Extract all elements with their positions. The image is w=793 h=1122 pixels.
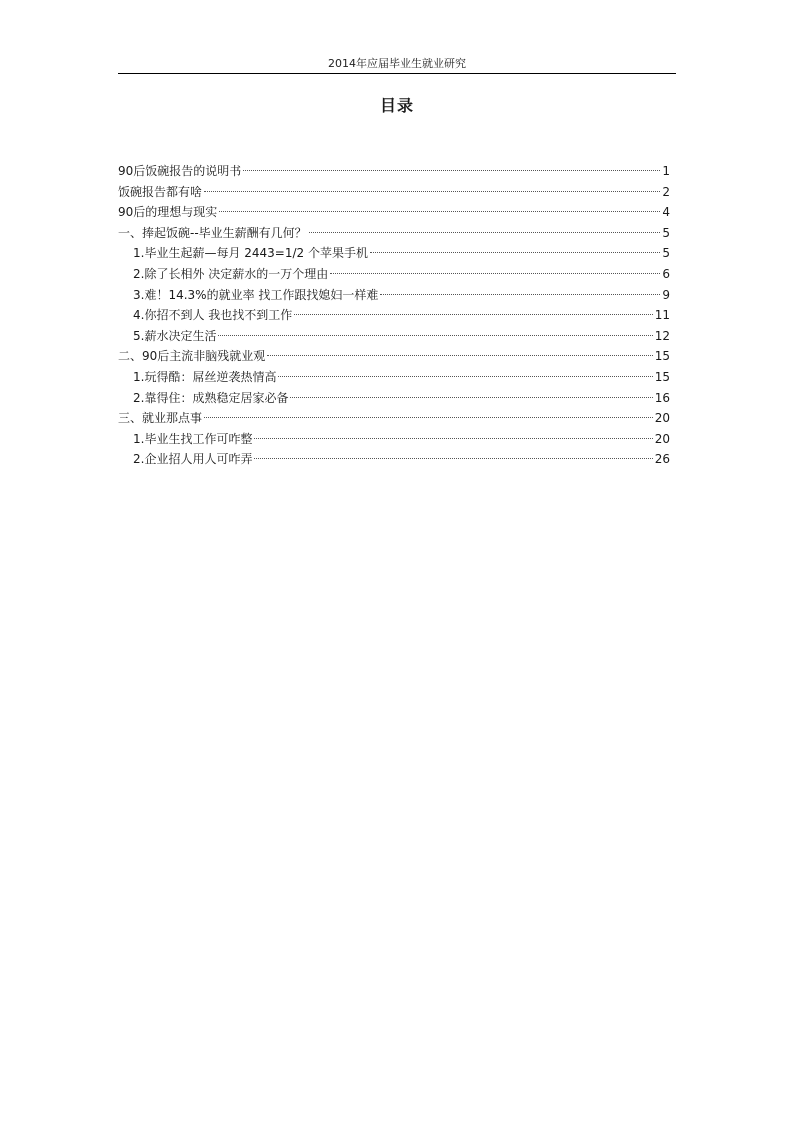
toc-entry-label: 二、90后主流非脑残就业观 [118, 349, 266, 364]
toc-entry-label: 1.毕业生起薪—每月 2443=1/2 个苹果手机 [133, 246, 368, 261]
dot-leader [380, 294, 660, 295]
dot-leader [218, 335, 652, 336]
toc-subentry[interactable] [118, 264, 670, 285]
toc-subentry[interactable] [118, 388, 670, 409]
toc-entry-label: 4.你招不到人 我也找不到工作 [133, 308, 293, 323]
dot-leader [278, 376, 652, 377]
toc-entry-label: 一、捧起饭碗--毕业生薪酬有几何？ [118, 225, 307, 240]
dot-leader [330, 273, 660, 274]
toc-entry[interactable] [118, 223, 670, 244]
toc-page-number: 12 [654, 328, 670, 343]
toc-entry[interactable] [118, 202, 670, 223]
toc-page-number: 16 [654, 390, 670, 405]
toc-page-number: 20 [654, 431, 670, 446]
toc-entry-label: 1.玩得酷：屌丝逆袭热情高 [133, 369, 277, 384]
toc-page-number: 20 [654, 411, 670, 426]
dot-leader [254, 458, 652, 459]
toc-subentry[interactable] [118, 326, 670, 347]
toc-entry[interactable] [118, 182, 670, 203]
dot-leader [309, 232, 660, 233]
toc-page-number: 15 [654, 369, 670, 384]
toc-entry[interactable] [118, 346, 670, 367]
toc-entry-label: 90后的理想与现实 [118, 205, 218, 220]
toc-entry-label: 2.除了长相外 决定薪水的一万个理由 [133, 266, 329, 281]
toc-subentry[interactable] [118, 285, 670, 306]
toc-entry-label: 2.企业招人用人可咋弄 [133, 452, 253, 467]
toc-page-number: 1 [662, 164, 670, 178]
toc-subentry[interactable] [118, 305, 670, 326]
page-title: 目录 [379, 96, 414, 115]
toc-page-number: 11 [654, 308, 670, 323]
dot-leader [290, 397, 652, 398]
header-divider [118, 73, 676, 74]
toc-page-number: 2 [662, 184, 670, 199]
table-of-contents [118, 161, 670, 470]
dot-leader [294, 314, 652, 315]
toc-page-number: 5 [662, 225, 670, 240]
toc-subentry[interactable] [118, 429, 670, 450]
toc-entry[interactable] [118, 161, 670, 182]
toc-subentry[interactable] [118, 367, 670, 388]
toc-entry-label: 三、就业那点事 [118, 411, 203, 426]
running-header: 2014年应届毕业生就业研究 [328, 57, 466, 70]
toc-entry-label: 3.难！14.3%的就业率 找工作跟找媳妇一样难 [133, 287, 379, 302]
toc-entry-label: 2.靠得住：成熟稳定居家必备 [133, 390, 289, 405]
toc-entry-label: 1.毕业生找工作可咋整 [133, 431, 253, 446]
toc-entry-label: 5.薪水决定生活 [133, 328, 217, 343]
toc-subentry[interactable] [118, 243, 670, 264]
toc-page-number: 15 [654, 349, 670, 364]
toc-entry-label: 饭碗报告都有啥 [118, 184, 203, 199]
dot-leader [219, 211, 660, 212]
dot-leader [370, 252, 660, 253]
dot-leader [254, 438, 652, 439]
dot-leader [243, 170, 660, 171]
toc-entry-label: 90后饭碗报告的说明书 [118, 164, 242, 178]
toc-page-number: 4 [662, 205, 670, 220]
toc-page-number: 26 [654, 452, 670, 467]
toc-entry[interactable] [118, 408, 670, 429]
toc-page-number: 6 [662, 266, 670, 281]
toc-page-number: 5 [662, 246, 670, 261]
dot-leader [267, 355, 652, 356]
toc-subentry[interactable] [118, 449, 670, 470]
dot-leader [204, 417, 653, 418]
toc-page-number: 9 [662, 287, 670, 302]
dot-leader [204, 191, 660, 192]
